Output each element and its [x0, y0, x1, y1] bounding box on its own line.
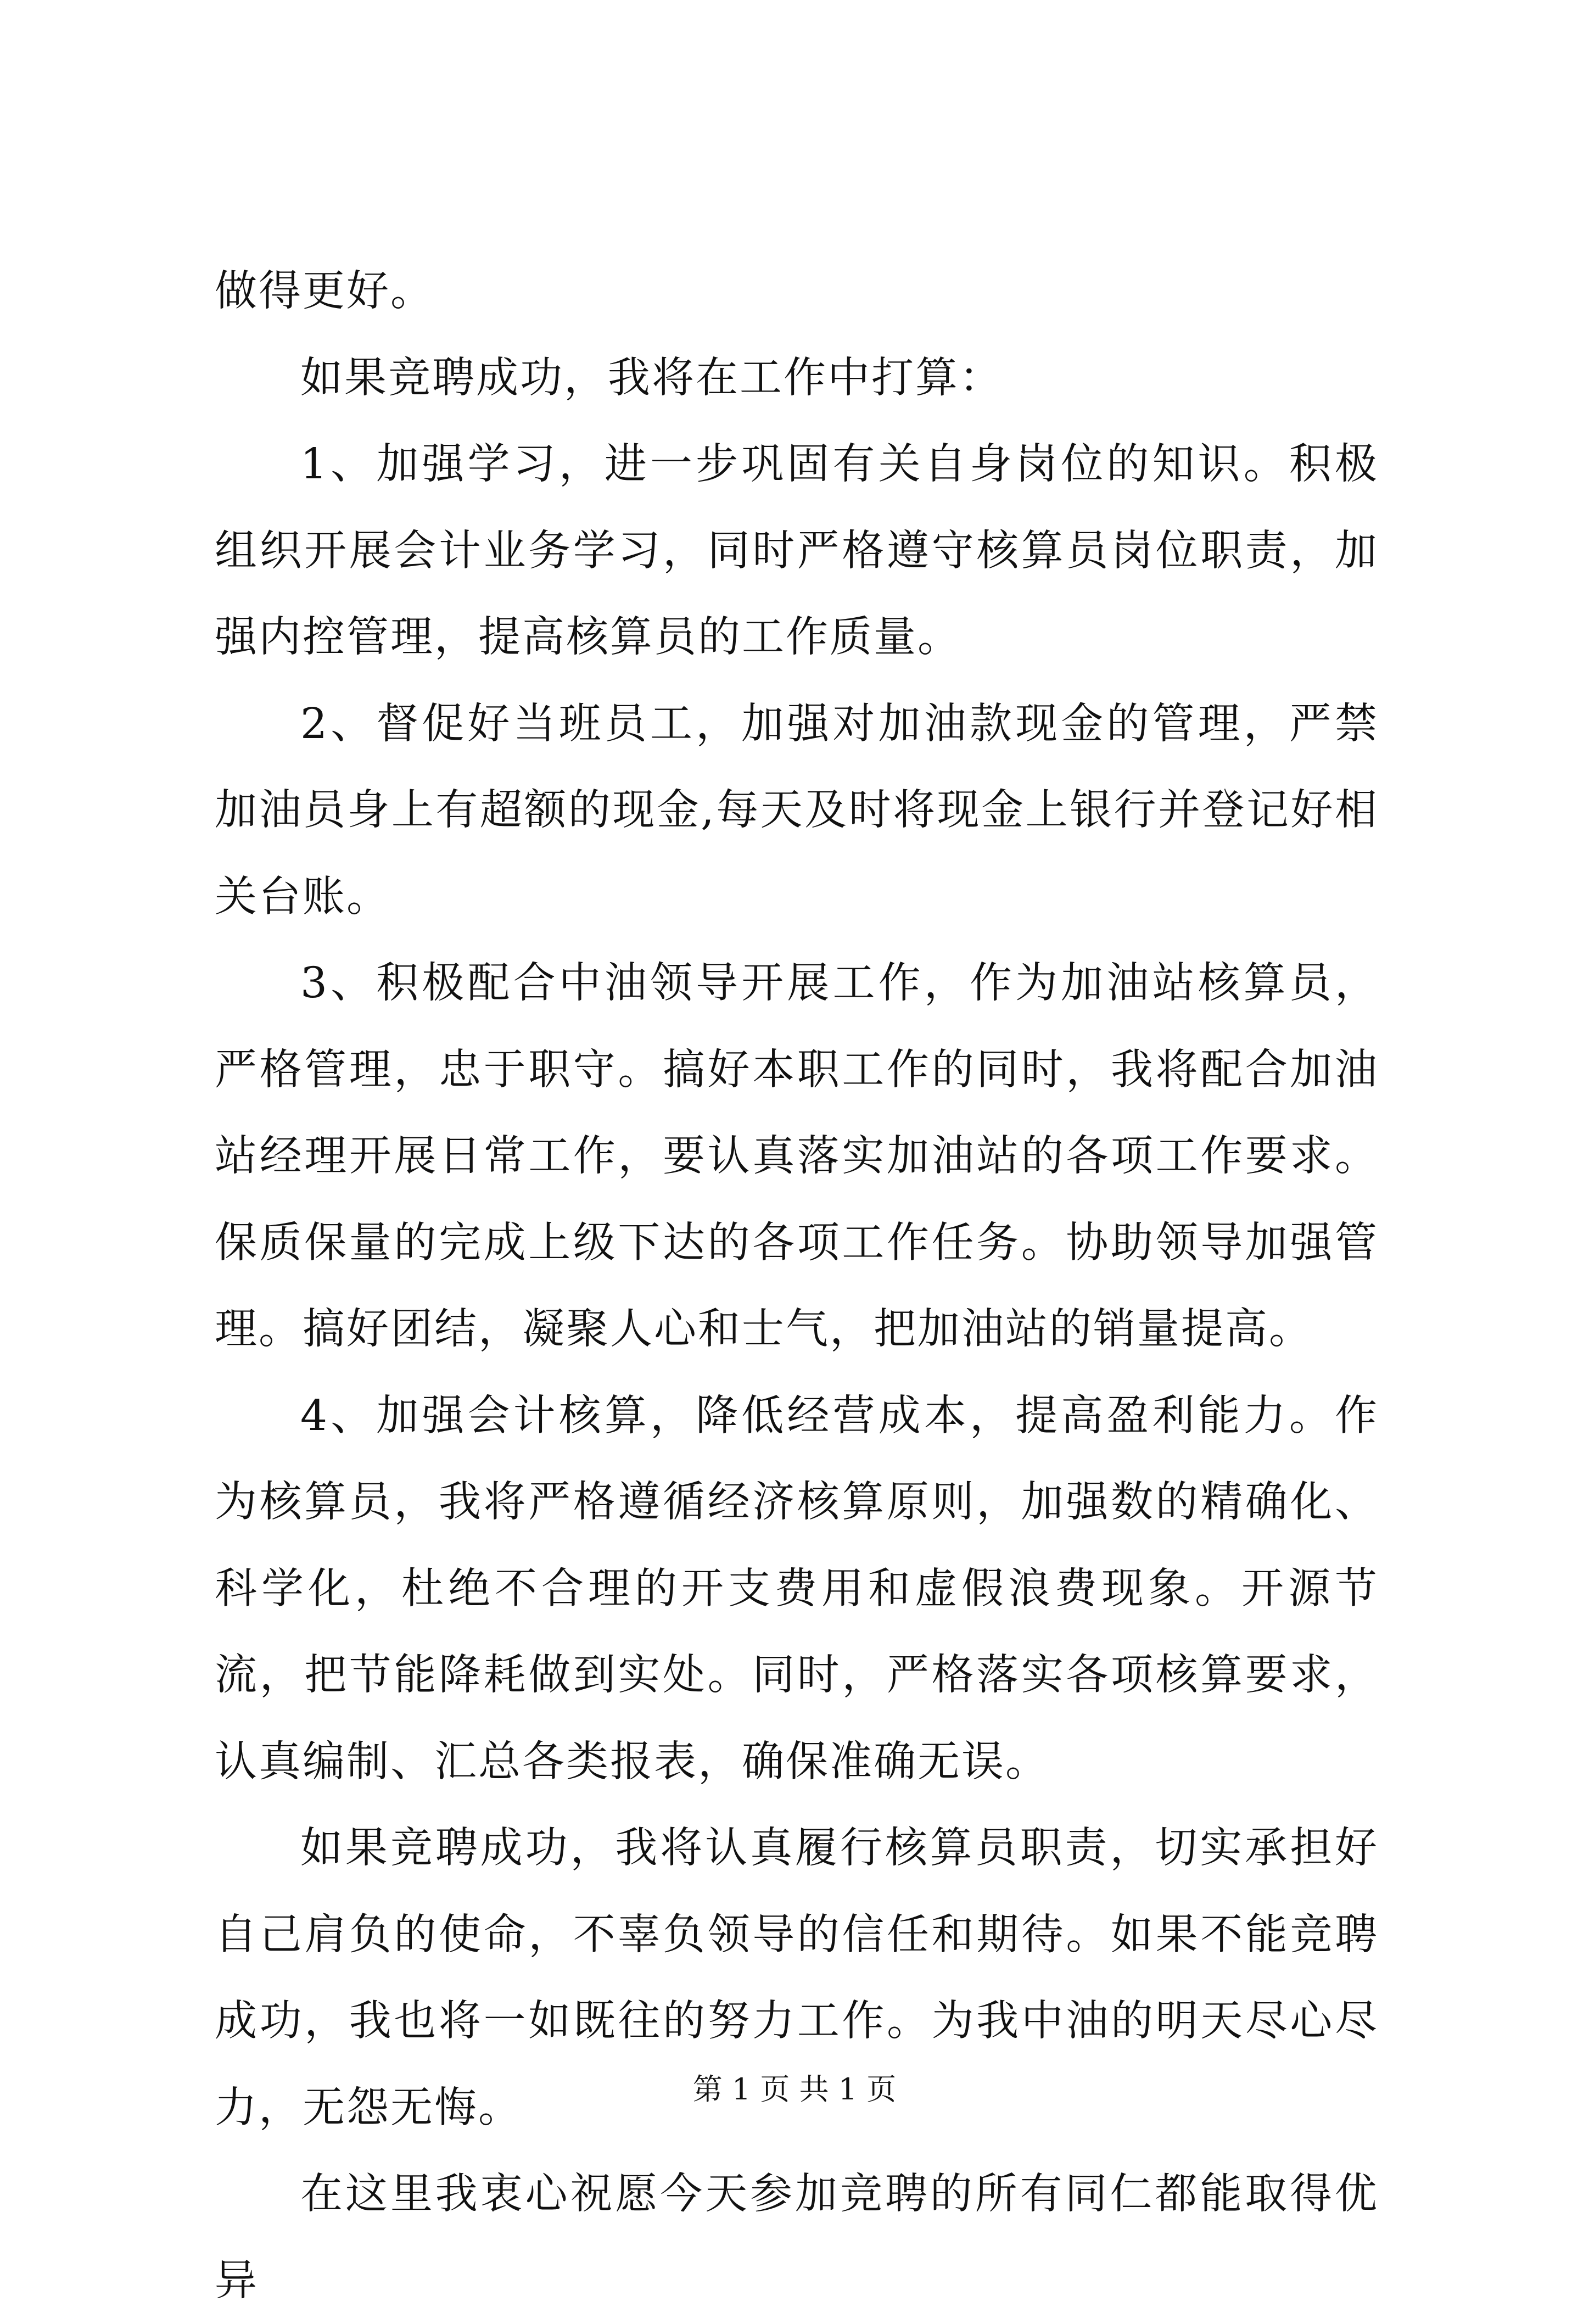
paragraph-item-2: 2、督促好当班员工，加强对加油款现金的管理，严禁加油员身上有超额的现金,每天及时将现金上银行并登记好相关台账。	[215, 699, 1379, 921]
paragraph-item-1: 1、加强学习，进一步巩固有关自身岗位的知识。积极组织开展会计业务学习，同时严格遵守核算员岗位职责，加强内控管理，提高核算员的工作质量。	[215, 440, 1379, 662]
paragraph-item-4: 4、加强会计核算，降低经营成本，提高盈利能力。作为核算员，我将严格遵循经济核算原则，加强数的精确化、科学化，杜绝不合理的开支费用和虚假浪费现象。开源节流，把节能降耗做到实处。同时，严格落实各项核算要求，认真编制、汇总各类报表，确保准确无误。	[215, 1391, 1379, 1786]
document-body	[215, 248, 1379, 2324]
page-number-footer: 第 1 页 共 1 页	[692, 2072, 897, 2107]
paragraph-continuation: 做得更好。	[215, 267, 434, 316]
paragraph-closing: 在这里我衷心祝愿今天参加竞聘的所有同仁都能取得优异	[215, 2170, 1379, 2305]
paragraph-conclusion: 如果竞聘成功，我将认真履行核算员职责，切实承担好自己肩负的使命，不辜负领导的信任和期待。如果不能竞聘成功，我也将一如既往的努力工作。为我中油的明天尽心尽力，无怨无悔。	[215, 1824, 1379, 2132]
paragraph-intro: 如果竞聘成功，我将在工作中打算：	[300, 353, 1003, 403]
paragraph-item-3: 3、积极配合中油领导开展工作，作为加油站核算员，严格管理，忠于职守。搞好本职工作的同时，我将配合加油站经理开展日常工作，要认真落实加油站的各项工作要求。保质保量的完成上级下达的各项工作任务。协助领导加强管理。搞好团结，凝聚人心和士气，把加油站的销量提高。	[215, 959, 1379, 1354]
